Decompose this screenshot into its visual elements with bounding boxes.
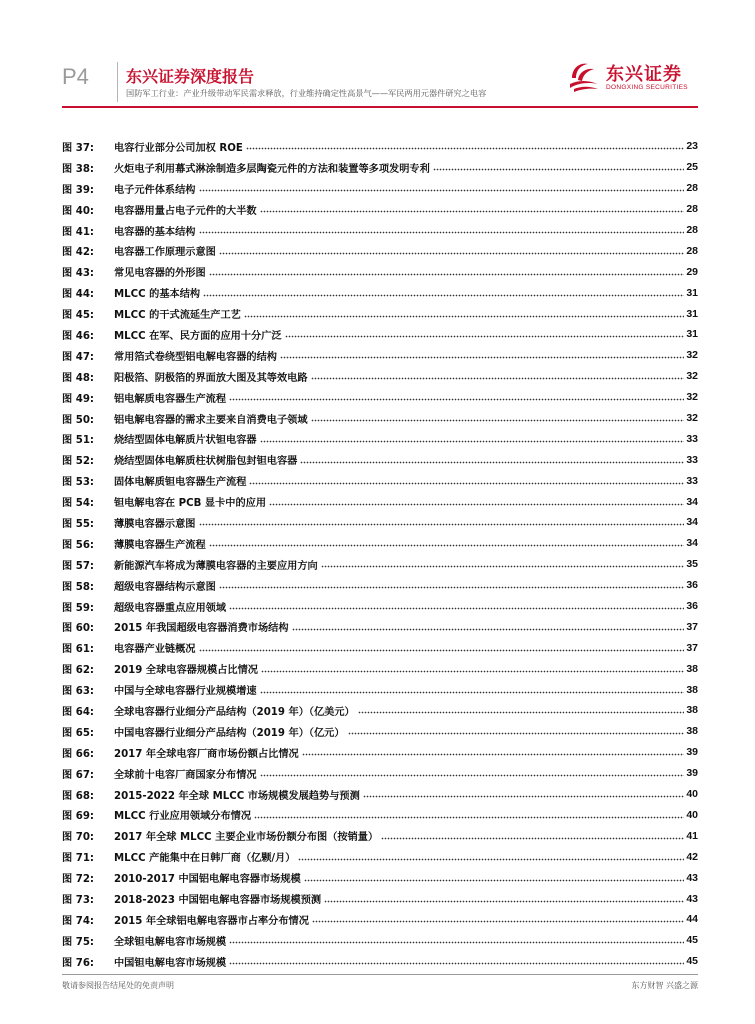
dot-leader <box>199 643 685 653</box>
figure-number: 图 46: <box>62 330 94 342</box>
figure-number: 图 41: <box>62 226 94 238</box>
figure-number: 图 56: <box>62 539 94 551</box>
toc-entry[interactable] <box>62 888 698 909</box>
toc-entry[interactable] <box>62 157 698 178</box>
dot-leader <box>244 309 684 319</box>
toc-entry[interactable] <box>62 324 698 345</box>
page-reference: 34 <box>686 537 698 550</box>
page-reference: 25 <box>686 161 698 174</box>
figure-title: 全球电容器行业细分产品结构（2019 年）（亿美元） <box>114 706 355 718</box>
figure-title: 铝电解质电容器生产流程 <box>114 393 227 405</box>
page-reference: 32 <box>686 349 698 362</box>
dot-leader <box>302 747 685 757</box>
figure-title: 2015-2022 年全球 MLCC 市场规模发展趋势与预测 <box>114 790 360 802</box>
dot-leader <box>304 873 685 883</box>
figure-number: 图 37: <box>62 142 94 154</box>
figure-title: 薄膜电容器生产流程 <box>114 539 206 551</box>
toc-entry[interactable] <box>62 846 698 867</box>
dot-leader <box>321 559 685 569</box>
figure-title: 2010-2017 中国铝电解电容器市场规模 <box>114 874 301 886</box>
figure-title: 超级电容器重点应用领域 <box>114 602 227 614</box>
figure-number: 图 59: <box>62 602 94 614</box>
figure-title: 阳极箔、阴极箔的界面放大图及其等效电路 <box>114 372 308 384</box>
page-reference: 45 <box>686 934 698 947</box>
figure-title: 2019 全球电容器规模占比情况 <box>114 665 258 677</box>
figure-number: 图 64: <box>62 706 94 718</box>
figure-number: 图 76: <box>62 957 94 969</box>
toc-entry[interactable] <box>62 387 698 408</box>
page-reference: 28 <box>686 182 698 195</box>
dot-leader <box>209 267 685 277</box>
dot-leader <box>363 789 685 799</box>
toc-entry[interactable] <box>62 366 698 387</box>
report-title: 东兴证券深度报告 <box>126 67 255 86</box>
figure-number: 图 45: <box>62 310 94 322</box>
dot-leader <box>280 350 684 360</box>
dot-leader <box>199 183 685 193</box>
figure-title: 钽电解电容在 PCB 显卡中的应用 <box>114 498 267 510</box>
figure-number: 图 62: <box>62 665 94 677</box>
figure-number: 图 39: <box>62 184 94 196</box>
figure-number: 图 60: <box>62 623 94 635</box>
page-reference: 43 <box>686 871 698 884</box>
header-rule <box>62 106 698 108</box>
page-reference: 31 <box>686 307 698 320</box>
figure-number: 图 67: <box>62 769 94 781</box>
figure-number: 图 48: <box>62 372 94 384</box>
figure-number: 图 49: <box>62 393 94 405</box>
page-reference: 39 <box>686 767 698 780</box>
figure-title: MLCC 的干式流延生产工艺 <box>114 310 241 322</box>
dot-leader <box>209 538 685 548</box>
figure-title: MLCC 行业应用领域分布情况 <box>114 811 252 823</box>
report-subtitle: 国防军工行业：产业升级带动军民需求释放，行业维持确定性高景气——军民两用元器件研究之电容 <box>126 88 487 98</box>
figure-number: 图 65: <box>62 727 94 739</box>
dot-leader <box>269 497 684 507</box>
toc-entry[interactable] <box>62 909 698 930</box>
toc-entry[interactable] <box>62 575 698 596</box>
page-reference: 39 <box>686 746 698 759</box>
dot-leader <box>348 726 685 736</box>
figure-number: 图 40: <box>62 205 94 217</box>
figure-title: 中国电容器行业细分产品结构（2019 年）（亿元） <box>114 727 345 739</box>
page-reference: 38 <box>686 725 698 738</box>
dot-leader <box>312 914 684 924</box>
page-reference: 40 <box>686 808 698 821</box>
page-reference: 31 <box>686 286 698 299</box>
figure-number: 图 58: <box>62 581 94 593</box>
toc-entry[interactable] <box>62 220 698 241</box>
dot-leader <box>229 935 684 945</box>
figure-title: 常用箔式卷绕型铝电解电容器的结构 <box>114 351 277 363</box>
figure-number: 图 66: <box>62 748 94 760</box>
figure-number: 图 52: <box>62 456 94 468</box>
figure-number: 图 54: <box>62 498 94 510</box>
page-reference: 32 <box>686 391 698 404</box>
dot-leader <box>260 768 685 778</box>
company-logo <box>566 58 696 98</box>
figure-title: 2015 年全球铝电解电容器市占率分布情况 <box>114 915 309 927</box>
figure-title: 电容器的基本结构 <box>114 226 196 238</box>
page-reference: 36 <box>686 600 698 613</box>
toc-entry[interactable] <box>62 805 698 826</box>
toc-entry[interactable] <box>62 491 698 512</box>
page-reference: 34 <box>686 495 698 508</box>
figure-title: 全球钽电解电容市场规模 <box>114 936 227 948</box>
page-reference: 44 <box>686 913 698 926</box>
dot-leader <box>199 225 685 235</box>
figure-title: 电子元件体系结构 <box>114 184 196 196</box>
page-reference: 32 <box>686 370 698 383</box>
toc-entry[interactable] <box>62 951 698 972</box>
page-reference: 36 <box>686 579 698 592</box>
figure-title: 电容器产业链概况 <box>114 644 196 656</box>
figure-title: 中国与全球电容器行业规模增速 <box>114 686 257 698</box>
toc-entry[interactable] <box>62 303 698 324</box>
toc-entry[interactable] <box>62 742 698 763</box>
dot-leader <box>311 413 685 423</box>
dot-leader <box>261 664 684 674</box>
dot-leader <box>246 141 684 151</box>
figure-number: 图 63: <box>62 686 94 698</box>
figure-title: 超级电容器结构示意图 <box>114 581 216 593</box>
dot-leader <box>285 329 685 339</box>
page-reference: 28 <box>686 244 698 257</box>
figure-index <box>62 136 698 972</box>
dot-leader <box>260 204 685 214</box>
page-reference: 40 <box>686 788 698 801</box>
figure-number: 图 51: <box>62 435 94 447</box>
figure-title: 全球前十电容厂商国家分布情况 <box>114 769 257 781</box>
figure-title: 新能源汽车将成为薄膜电容器的主要应用方向 <box>114 560 318 572</box>
dot-leader <box>433 162 685 172</box>
figure-title: 2015 年我国超级电容器消费市场结构 <box>114 623 289 635</box>
page-reference: 43 <box>686 892 698 905</box>
toc-entry[interactable] <box>62 679 698 700</box>
logo-text: 东兴证券 <box>606 64 682 85</box>
toc-entry[interactable] <box>62 136 698 157</box>
figure-number: 图 74: <box>62 915 94 927</box>
toc-entry[interactable] <box>62 512 698 533</box>
figure-number: 图 61: <box>62 644 94 656</box>
dongxing-logo-icon <box>566 58 602 94</box>
page-reference: 33 <box>686 453 698 466</box>
toc-entry[interactable] <box>62 825 698 846</box>
figure-number: 图 69: <box>62 811 94 823</box>
toc-entry[interactable] <box>62 199 698 220</box>
figure-title: 2017 年全球电容厂商市场份额占比情况 <box>114 748 299 760</box>
dot-leader <box>358 705 685 715</box>
disclaimer-note: 敬请参阅报告结尾处的免责声明 <box>62 981 174 990</box>
figure-title: 中国钽电解电容市场规模 <box>114 957 227 969</box>
toc-entry[interactable] <box>62 658 698 679</box>
dot-leader <box>229 392 684 402</box>
dot-leader <box>298 852 684 862</box>
page-reference: 37 <box>686 641 698 654</box>
figure-title: MLCC 的基本结构 <box>114 289 201 301</box>
figure-title: 烧结型固体电解质片状钽电容器 <box>114 435 257 447</box>
figure-number: 图 43: <box>62 268 94 280</box>
page-reference: 33 <box>686 474 698 487</box>
dot-leader <box>203 288 684 298</box>
page-reference: 42 <box>686 850 698 863</box>
figure-title: 电容行业部分公司加权 ROE <box>114 142 243 154</box>
page-reference: 32 <box>686 412 698 425</box>
figure-number: 图 50: <box>62 414 94 426</box>
figure-number: 图 68: <box>62 790 94 802</box>
figure-title: 烧结型固体电解质柱状树脂包封钽电容器 <box>114 456 298 468</box>
toc-entry[interactable] <box>62 408 698 429</box>
dot-leader <box>249 476 684 486</box>
dot-leader <box>199 517 685 527</box>
page-reference: 38 <box>686 704 698 717</box>
toc-entry[interactable] <box>62 637 698 658</box>
figure-title: 2017 年全球 MLCC 主要企业市场份额分布图（按销量） <box>114 832 379 844</box>
logo-subtext: DONGXING SECURITIES <box>606 84 688 91</box>
page-reference: 33 <box>686 432 698 445</box>
page-reference: 45 <box>686 955 698 968</box>
dot-leader <box>260 434 685 444</box>
figure-number: 图 44: <box>62 289 94 301</box>
footer-slogan: 东方财智 兴盛之源 <box>631 981 698 990</box>
page-reference: 31 <box>686 328 698 341</box>
page-number: P4 <box>62 64 89 89</box>
figure-title: 薄膜电容器示意图 <box>114 518 196 530</box>
page-reference: 28 <box>686 203 698 216</box>
dot-leader <box>260 685 685 695</box>
toc-entry[interactable] <box>62 721 698 742</box>
toc-entry[interactable] <box>62 784 698 805</box>
toc-entry[interactable] <box>62 763 698 784</box>
figure-number: 图 72: <box>62 874 94 886</box>
dot-leader <box>219 580 684 590</box>
toc-entry[interactable] <box>62 240 698 261</box>
toc-entry[interactable] <box>62 867 698 888</box>
figure-number: 图 57: <box>62 560 94 572</box>
figure-title: 常见电容器的外形图 <box>114 268 206 280</box>
figure-title: 2018-2023 中国铝电解电容器市场规模预测 <box>114 895 322 906</box>
page-reference: 41 <box>686 829 698 842</box>
figure-number: 图 47: <box>62 351 94 363</box>
figure-title: 铝电解电容器的需求主要来自消费电子领域 <box>114 414 308 426</box>
page-reference: 37 <box>686 620 698 633</box>
toc-entry[interactable] <box>62 700 698 721</box>
dot-leader <box>219 246 684 256</box>
figure-number: 图 75: <box>62 936 94 948</box>
dot-leader <box>229 956 684 966</box>
toc-entry[interactable] <box>62 345 698 366</box>
toc-entry[interactable] <box>62 554 698 575</box>
figure-title: 电容器工作原理示意图 <box>114 247 216 259</box>
toc-entry[interactable] <box>62 449 698 470</box>
figure-number: 图 55: <box>62 518 94 530</box>
page-reference: 23 <box>686 140 698 153</box>
toc-entry[interactable] <box>62 282 698 303</box>
page-header <box>0 0 755 100</box>
dot-leader <box>311 371 685 381</box>
dot-leader <box>229 601 684 611</box>
figure-number: 图 70: <box>62 832 94 844</box>
dot-leader <box>324 894 684 904</box>
figure-number: 图 71: <box>62 853 94 865</box>
figure-number: 图 53: <box>62 477 94 489</box>
dot-leader <box>381 831 684 841</box>
page-reference: 29 <box>686 265 698 278</box>
page-reference: 28 <box>686 224 698 236</box>
dot-leader <box>300 455 684 465</box>
toc-entry[interactable] <box>62 616 698 637</box>
dot-leader <box>292 622 685 632</box>
toc-entry[interactable] <box>62 533 698 554</box>
figure-title: MLCC 产能集中在日韩厂商（亿颗/月） <box>114 853 296 865</box>
figure-title: 固体电解质钽电容器生产流程 <box>114 477 247 489</box>
page-reference: 38 <box>686 662 698 675</box>
toc-entry[interactable] <box>62 596 698 617</box>
figure-number: 图 73: <box>62 895 94 906</box>
header-divider <box>117 62 118 102</box>
toc-entry[interactable] <box>62 261 698 282</box>
page-reference: 35 <box>686 558 698 571</box>
toc-entry[interactable] <box>62 178 698 199</box>
figure-title: MLCC 在军、民方面的应用十分广泛 <box>114 330 282 342</box>
toc-entry[interactable] <box>62 428 698 449</box>
figure-title: 电容器用量占电子元件的大半数 <box>114 205 257 217</box>
page-reference: 38 <box>686 683 698 696</box>
toc-entry[interactable] <box>62 470 698 491</box>
toc-entry[interactable] <box>62 930 698 951</box>
figure-title: 火炬电子利用幕式淋涂制造多层陶瓷元件的方法和装置等多项发明专利 <box>114 163 430 175</box>
dot-leader <box>254 810 684 820</box>
footer-rule <box>62 974 698 975</box>
figure-number: 图 42: <box>62 247 94 259</box>
page-reference: 34 <box>686 516 698 529</box>
figure-number: 图 38: <box>62 163 94 175</box>
